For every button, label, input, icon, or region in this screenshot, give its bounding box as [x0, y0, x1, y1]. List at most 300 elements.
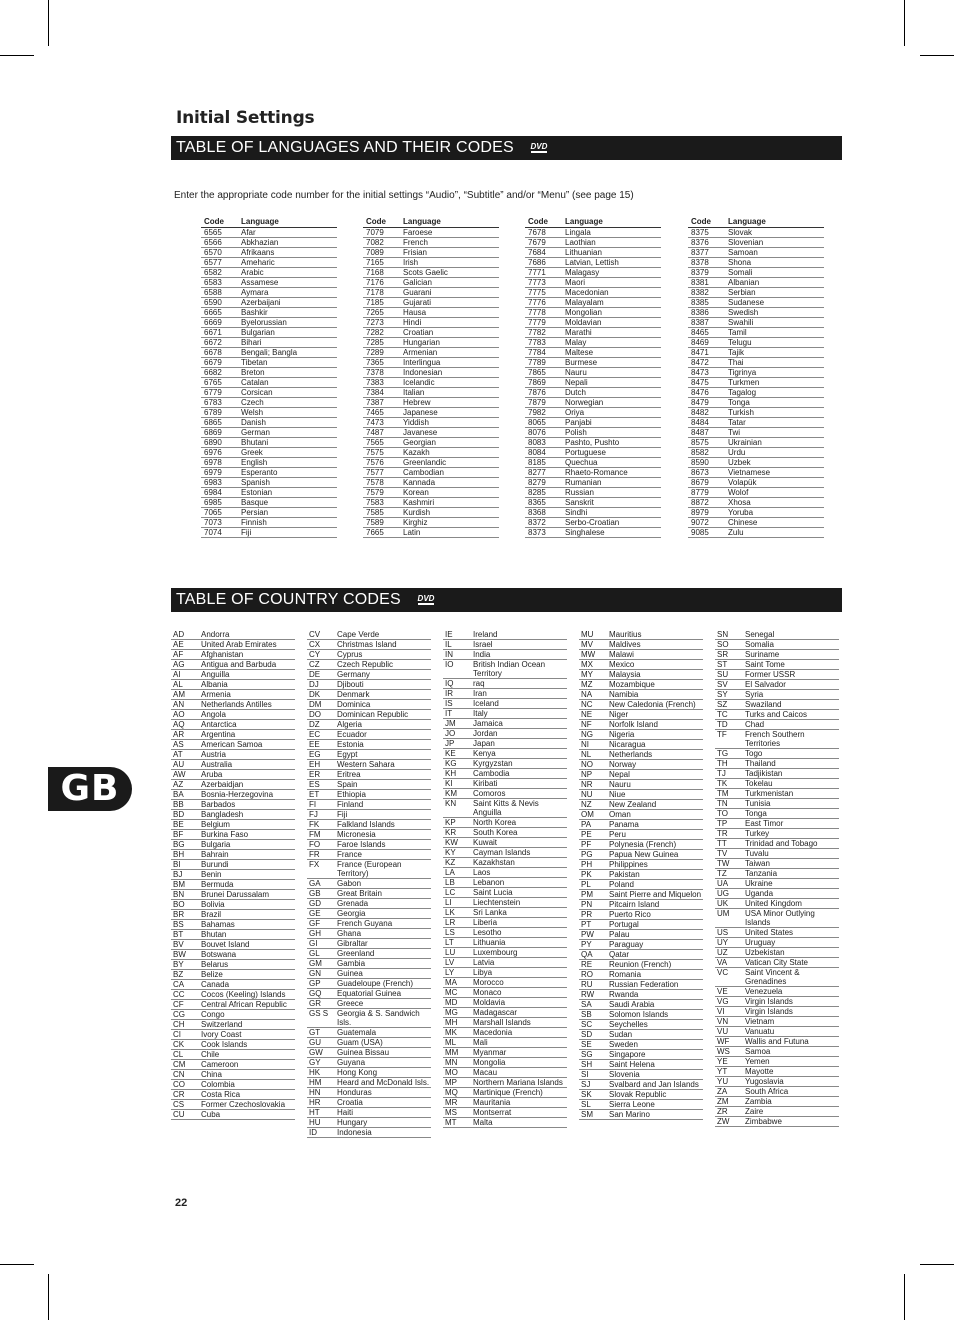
- language-code: 8465: [691, 328, 709, 337]
- language-row: [363, 318, 499, 328]
- country-name: Gambia: [337, 959, 366, 968]
- country-code: VA: [717, 958, 728, 967]
- country-code: PH: [581, 860, 593, 869]
- language-code: 6570: [204, 248, 222, 257]
- country-code: PR: [581, 910, 593, 919]
- country-row: [443, 660, 567, 679]
- language-code: 6985: [204, 498, 222, 507]
- country-row: [171, 900, 295, 910]
- country-name: Slovenia: [609, 1070, 640, 1079]
- language-name: Sudanese: [728, 298, 765, 307]
- country-code: LY: [445, 968, 455, 977]
- country-code: PY: [581, 940, 592, 949]
- country-row: [579, 770, 703, 780]
- country-row: [715, 720, 839, 730]
- country-name: Vietnam: [745, 1017, 775, 1026]
- language-name: Breton: [241, 368, 265, 377]
- country-row: [443, 1008, 567, 1018]
- language-row: [525, 478, 661, 488]
- language-code: 7282: [366, 328, 384, 337]
- language-row: [688, 518, 824, 528]
- country-code: UM: [717, 909, 730, 918]
- country-row: [171, 1060, 295, 1070]
- country-name: Andorra: [201, 630, 230, 639]
- language-code: 7776: [528, 298, 546, 307]
- language-code: 8379: [691, 268, 709, 277]
- country-row: [307, 730, 431, 740]
- country-name: Lithuania: [473, 938, 506, 947]
- language-header: Language: [241, 217, 279, 226]
- country-code: TG: [717, 749, 729, 758]
- crop-mark: [904, 1274, 905, 1320]
- country-name: Bosnia-Herzegovina: [201, 790, 274, 799]
- language-name: Ukrainian: [728, 438, 762, 447]
- country-row: [171, 690, 295, 700]
- country-row: [715, 958, 839, 968]
- language-name: Hebrew: [403, 398, 431, 407]
- country-code: LS: [445, 928, 455, 937]
- country-row: [171, 630, 295, 640]
- language-code: 7165: [366, 258, 384, 267]
- country-row: [171, 1110, 295, 1120]
- country-code: BH: [173, 850, 185, 859]
- country-row: [715, 839, 839, 849]
- language-name: Scots Gaelic: [403, 268, 448, 277]
- country-code: RU: [581, 980, 593, 989]
- language-code: 8368: [528, 508, 546, 517]
- language-column: [201, 217, 337, 538]
- country-name: Paraguay: [609, 940, 644, 949]
- country-name: Qatar: [609, 950, 630, 959]
- country-row: [307, 999, 431, 1009]
- countries-section-title: TABLE OF COUNTRY CODES: [176, 591, 401, 608]
- language-row: [201, 408, 337, 418]
- country-row: [715, 660, 839, 670]
- country-row: [715, 1077, 839, 1087]
- country-row: [715, 889, 839, 899]
- country-code: LC: [445, 888, 456, 897]
- country-code: ID: [309, 1128, 317, 1137]
- country-code: VC: [717, 968, 729, 977]
- country-code: MQ: [445, 1088, 458, 1097]
- country-name: Tunisia: [745, 799, 771, 808]
- country-row: [443, 1038, 567, 1048]
- code-header: Code: [366, 217, 386, 226]
- country-name: Pitcairn Island: [609, 900, 660, 909]
- country-code: CV: [309, 630, 321, 639]
- country-row: [307, 820, 431, 830]
- language-name: Wolof: [728, 488, 749, 497]
- country-name: Mozambique: [609, 680, 655, 689]
- country-row: [579, 1050, 703, 1060]
- language-row: [201, 428, 337, 438]
- language-row: [688, 468, 824, 478]
- country-code: PW: [581, 930, 594, 939]
- country-code: WS: [717, 1047, 730, 1056]
- country-code: NZ: [581, 800, 592, 809]
- language-name: Faroese: [403, 228, 433, 237]
- country-row: [579, 970, 703, 980]
- country-row: [579, 890, 703, 900]
- country-row: [171, 800, 295, 810]
- language-code: 7089: [366, 248, 384, 257]
- country-name: South Africa: [745, 1087, 789, 1096]
- country-row: [579, 740, 703, 750]
- country-row: [307, 830, 431, 840]
- country-row: [715, 779, 839, 789]
- language-code: 8979: [691, 508, 709, 517]
- country-name: Svalbard and Jan Islands: [609, 1080, 699, 1089]
- country-code: NO: [581, 760, 593, 769]
- country-row: [715, 928, 839, 938]
- language-row: [363, 458, 499, 468]
- country-code: AI: [173, 670, 181, 679]
- language-code: 9085: [691, 528, 709, 537]
- country-row: [171, 650, 295, 660]
- language-table-header: [688, 217, 824, 228]
- country-code: TZ: [717, 869, 727, 878]
- country-row: [307, 979, 431, 989]
- country-code: AR: [173, 730, 185, 739]
- language-code: 7065: [204, 508, 222, 517]
- country-row: [715, 879, 839, 889]
- country-name: El Salvador: [745, 680, 786, 689]
- country-name: Virgin Islands: [745, 997, 793, 1006]
- country-name: Saint Pierre and Miquelon: [609, 890, 702, 899]
- language-name: Tamil: [728, 328, 747, 337]
- country-row: [307, 690, 431, 700]
- country-code: SO: [717, 640, 729, 649]
- country-name: Syria: [745, 690, 764, 699]
- country-row: [579, 790, 703, 800]
- country-code: DZ: [309, 720, 320, 729]
- language-code: 7575: [366, 448, 384, 457]
- country-name: Guinea: [337, 969, 363, 978]
- country-row: [579, 750, 703, 760]
- language-row: [201, 328, 337, 338]
- country-row: [171, 640, 295, 650]
- country-code: LI: [445, 898, 452, 907]
- country-name: Honduras: [337, 1088, 372, 1097]
- country-row: [579, 960, 703, 970]
- language-code: 7789: [528, 358, 546, 367]
- country-code: AU: [173, 760, 185, 769]
- language-row: [525, 268, 661, 278]
- country-code: CZ: [309, 660, 320, 669]
- country-name: Liechtenstein: [473, 898, 521, 907]
- country-name: Turkey: [745, 829, 770, 838]
- country-code: SC: [581, 1020, 593, 1029]
- country-name: Japan: [473, 739, 495, 748]
- country-row: [579, 1110, 703, 1120]
- language-code: 8279: [528, 478, 546, 487]
- language-row: [525, 448, 661, 458]
- language-name: Urdu: [728, 448, 746, 457]
- country-code: HR: [309, 1098, 321, 1107]
- language-row: [363, 348, 499, 358]
- language-code: 8065: [528, 418, 546, 427]
- country-name: Morocco: [473, 978, 504, 987]
- country-code: NR: [581, 780, 593, 789]
- country-code: IQ: [445, 679, 454, 688]
- country-row: [307, 650, 431, 660]
- country-row: [171, 920, 295, 930]
- language-row: [525, 498, 661, 508]
- country-row: [307, 700, 431, 710]
- language-row: [363, 518, 499, 528]
- language-name: Thai: [728, 358, 744, 367]
- country-code: GU: [309, 1038, 321, 1047]
- language-code: 8473: [691, 368, 709, 377]
- country-row: [307, 670, 431, 680]
- country-code: GB: [309, 889, 321, 898]
- country-name: China: [201, 1070, 222, 1079]
- country-column: [443, 630, 567, 1128]
- country-row: [715, 948, 839, 958]
- language-row: [363, 468, 499, 478]
- language-code: 6679: [204, 358, 222, 367]
- language-row: [363, 278, 499, 288]
- language-code: 7487: [366, 428, 384, 437]
- country-name: French Guyana: [337, 919, 393, 928]
- language-row: [688, 488, 824, 498]
- country-code: MP: [445, 1078, 457, 1087]
- language-row: [201, 278, 337, 288]
- country-name: India: [473, 650, 491, 659]
- country-row: [171, 960, 295, 970]
- country-row: [579, 650, 703, 660]
- country-row: [715, 670, 839, 680]
- country-name: Cyprus: [337, 650, 363, 659]
- country-code: SN: [717, 630, 729, 639]
- country-name: Botswana: [201, 950, 237, 959]
- country-code: BZ: [173, 970, 184, 979]
- language-name: Maori: [565, 278, 586, 287]
- country-row: [307, 760, 431, 770]
- language-name: Cambodian: [403, 468, 444, 477]
- country-row: [307, 909, 431, 919]
- country-row: [307, 770, 431, 780]
- language-name: Gujarati: [403, 298, 432, 307]
- country-name: Cook Islands: [201, 1040, 248, 1049]
- country-code: GY: [309, 1058, 321, 1067]
- page-title: Initial Settings: [176, 108, 315, 128]
- language-row: [363, 268, 499, 278]
- country-row: [715, 987, 839, 997]
- country-row: [715, 819, 839, 829]
- intro-text: Enter the appropriate code number for the initial settings “Audio”, “Subtitle” and/or “Menu” (see page 15): [174, 190, 634, 201]
- country-row: [579, 710, 703, 720]
- language-name: Basque: [241, 498, 269, 507]
- language-name: Tigrinya: [728, 368, 757, 377]
- country-code: TT: [717, 839, 727, 848]
- country-row: [715, 1057, 839, 1067]
- country-name: Zaire: [745, 1107, 764, 1116]
- language-row: [201, 298, 337, 308]
- country-name: Cuba: [201, 1110, 221, 1119]
- language-row: [525, 528, 661, 538]
- country-name: Trinidad and Tobago: [745, 839, 818, 848]
- language-name: English: [241, 458, 268, 467]
- country-name: East Timor: [745, 819, 784, 828]
- country-row: [307, 1028, 431, 1038]
- country-code: GM: [309, 959, 322, 968]
- country-code: KW: [445, 838, 458, 847]
- country-code: SU: [717, 670, 729, 679]
- country-name: Senegal: [745, 630, 775, 639]
- country-code: NE: [581, 710, 593, 719]
- language-row: [201, 348, 337, 358]
- country-code: CO: [173, 1080, 185, 1089]
- country-row: [307, 879, 431, 889]
- country-row: [443, 1108, 567, 1118]
- country-row: [715, 869, 839, 879]
- country-code: MK: [445, 1028, 457, 1037]
- country-name: Brunei Darussalam: [201, 890, 270, 899]
- language-row: [201, 448, 337, 458]
- country-row: [443, 1028, 567, 1038]
- language-code: 8373: [528, 528, 546, 537]
- language-row: [688, 238, 824, 248]
- language-code: 8365: [528, 498, 546, 507]
- country-name: Bangladesh: [201, 810, 244, 819]
- country-name: British Indian Ocean Territory: [473, 660, 546, 678]
- language-code: 8590: [691, 458, 709, 467]
- language-name: Malagasy: [565, 268, 600, 277]
- country-row: [579, 1030, 703, 1040]
- country-code: HT: [309, 1108, 320, 1117]
- country-row: [307, 949, 431, 959]
- country-row: [443, 1078, 567, 1088]
- language-row: [688, 368, 824, 378]
- country-name: Argentina: [201, 730, 236, 739]
- country-row: [443, 848, 567, 858]
- country-code: BF: [173, 830, 184, 839]
- country-code: MV: [581, 640, 593, 649]
- country-name: Grenada: [337, 899, 369, 908]
- country-row: [715, 1027, 839, 1037]
- country-code: SR: [717, 650, 729, 659]
- language-code: 8277: [528, 468, 546, 477]
- country-code: MS: [445, 1108, 457, 1117]
- language-row: [688, 338, 824, 348]
- country-name: Fiji: [337, 810, 348, 819]
- language-code: 7578: [366, 478, 384, 487]
- country-code: TF: [717, 730, 727, 739]
- country-row: [443, 838, 567, 848]
- country-row: [171, 840, 295, 850]
- country-row: [307, 810, 431, 820]
- language-row: [363, 418, 499, 428]
- language-code: 7178: [366, 288, 384, 297]
- country-name: Saint Lucia: [473, 888, 513, 897]
- country-name: Greenland: [337, 949, 375, 958]
- country-code: SA: [581, 1000, 592, 1009]
- country-name: Anguilla: [201, 670, 230, 679]
- country-name: Ireland: [473, 630, 498, 639]
- language-name: Xhosa: [728, 498, 751, 507]
- country-row: [307, 850, 431, 860]
- country-code: AF: [173, 650, 184, 659]
- country-row: [307, 1078, 431, 1088]
- country-code: FJ: [309, 810, 318, 819]
- country-name: Nepal: [609, 770, 630, 779]
- language-row: [363, 308, 499, 318]
- country-name: Lesotho: [473, 928, 502, 937]
- language-name: Volapük: [728, 478, 757, 487]
- country-row: [171, 670, 295, 680]
- language-name: Estonian: [241, 488, 273, 497]
- language-code: 7365: [366, 358, 384, 367]
- country-code: BN: [173, 890, 185, 899]
- country-name: Gibraltar: [337, 939, 368, 948]
- country-code: UZ: [717, 948, 728, 957]
- country-code: KP: [445, 818, 456, 827]
- country-row: [171, 760, 295, 770]
- country-name: Afghanistan: [201, 650, 244, 659]
- country-row: [579, 1060, 703, 1070]
- country-row: [307, 640, 431, 650]
- country-code: KE: [445, 749, 456, 758]
- country-row: [307, 899, 431, 909]
- country-row: [443, 1068, 567, 1078]
- language-name: Esperanto: [241, 468, 278, 477]
- country-code: DM: [309, 700, 322, 709]
- country-code: CF: [173, 1000, 184, 1009]
- country-row: [579, 670, 703, 680]
- language-row: [688, 348, 824, 358]
- country-name: Macedonia: [473, 1028, 513, 1037]
- language-row: [201, 358, 337, 368]
- country-name: Zambia: [745, 1097, 772, 1106]
- countries-section-header: [171, 588, 842, 612]
- country-name: Armenia: [201, 690, 231, 699]
- country-code: AT: [173, 750, 183, 759]
- language-name: Serbo-Croatian: [565, 518, 620, 527]
- country-code: TM: [717, 789, 729, 798]
- language-code: 6565: [204, 228, 222, 237]
- country-code: CH: [173, 1020, 185, 1029]
- country-name: Suriname: [745, 650, 780, 659]
- crop-mark: [48, 1274, 49, 1320]
- language-code: 8381: [691, 278, 709, 287]
- country-name: Estonia: [337, 740, 364, 749]
- language-row: [688, 288, 824, 298]
- country-code: FR: [309, 850, 320, 859]
- country-row: [171, 1090, 295, 1100]
- country-code: AL: [173, 680, 183, 689]
- language-code: 8484: [691, 418, 709, 427]
- page-number: 22: [175, 1197, 188, 1209]
- country-code: LV: [445, 958, 455, 967]
- country-name: Bulgaria: [201, 840, 231, 849]
- country-row: [443, 948, 567, 958]
- country-code: MM: [445, 1048, 459, 1057]
- language-code: 8475: [691, 378, 709, 387]
- country-name: Macau: [473, 1068, 498, 1077]
- country-code: RW: [581, 990, 595, 999]
- country-name: French Southern Territories: [745, 730, 805, 748]
- language-code: 7576: [366, 458, 384, 467]
- language-row: [201, 238, 337, 248]
- language-name: Greek: [241, 448, 263, 457]
- country-row: [171, 700, 295, 710]
- language-code: 8872: [691, 498, 709, 507]
- country-name: Nauru: [609, 780, 631, 789]
- country-name: Seychelles: [609, 1020, 648, 1029]
- country-name: Mali: [473, 1038, 488, 1047]
- country-name: Niger: [609, 710, 629, 719]
